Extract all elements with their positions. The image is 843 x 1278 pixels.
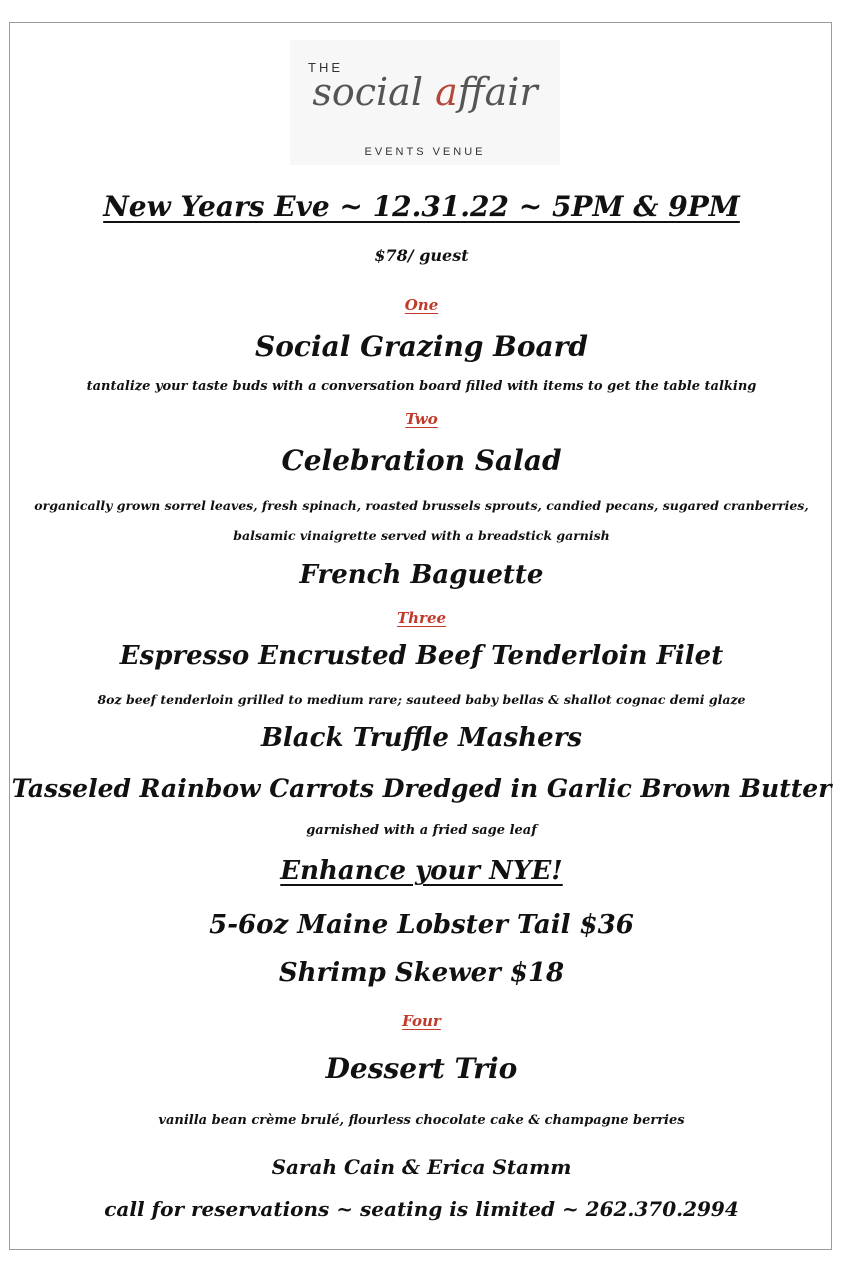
enhance-heading: Enhance your NYE! [280, 856, 563, 886]
menu-title: New Years Eve ~ 12.31.22 ~ 5PM & 9PM [103, 190, 740, 223]
dish-dessert-trio: Dessert Trio [325, 1052, 518, 1085]
reservation-info: call for reservations ~ seating is limited ~ 262.370.2994 [104, 1197, 739, 1221]
dish-description-dessert: vanilla bean crème brulé, flourless chocolate cake & champagne berries [158, 1113, 685, 1128]
dish-description-salad-line1: organically grown sorrel leaves, fresh spinach, roasted brussels sprouts, candied pecans, sugared cranberries, [34, 498, 809, 513]
course-label-one: One [404, 296, 439, 314]
dish-beef-tenderloin: Espresso Encrusted Beef Tenderloin Filet [119, 641, 724, 671]
dish-social-grazing-board: Social Grazing Board [255, 330, 588, 363]
logo-wordmark: social affair [312, 70, 538, 114]
dish-truffle-mashers: Black Truffle Mashers [260, 723, 583, 753]
addon-lobster-tail: 5-6oz Maine Lobster Tail $36 [209, 910, 634, 940]
chef-names: Sarah Cain & Erica Stamm [271, 1155, 572, 1179]
course-label-four: Four [402, 1012, 441, 1030]
logo-the: THE [308, 60, 343, 75]
dish-description-grazing-board: tantalize your taste buds with a conversation board filled with items to get the table talking [86, 379, 757, 394]
course-label-two: Two [405, 410, 438, 428]
addon-shrimp-skewer: Shrimp Skewer $18 [278, 958, 565, 988]
course-label-three: Three [396, 609, 447, 627]
logo-subtitle: EVENTS VENUE [364, 146, 486, 158]
venue-logo [290, 40, 560, 165]
price-per-guest: $78/ guest [374, 246, 469, 265]
dish-french-baguette: French Baguette [299, 560, 544, 590]
dish-rainbow-carrots: Tasseled Rainbow Carrots Dredged in Garlic Brown Butter [11, 774, 832, 803]
dish-description-salad-line2: balsamic vinaigrette served with a breadstick garnish [233, 528, 610, 543]
dish-description-carrots: garnished with a fried sage leaf [306, 823, 537, 838]
dish-celebration-salad: Celebration Salad [281, 444, 562, 477]
dish-description-tenderloin: 8oz beef tenderloin grilled to medium rare; sauteed baby bellas & shallot cognac demi glaze [97, 692, 746, 707]
